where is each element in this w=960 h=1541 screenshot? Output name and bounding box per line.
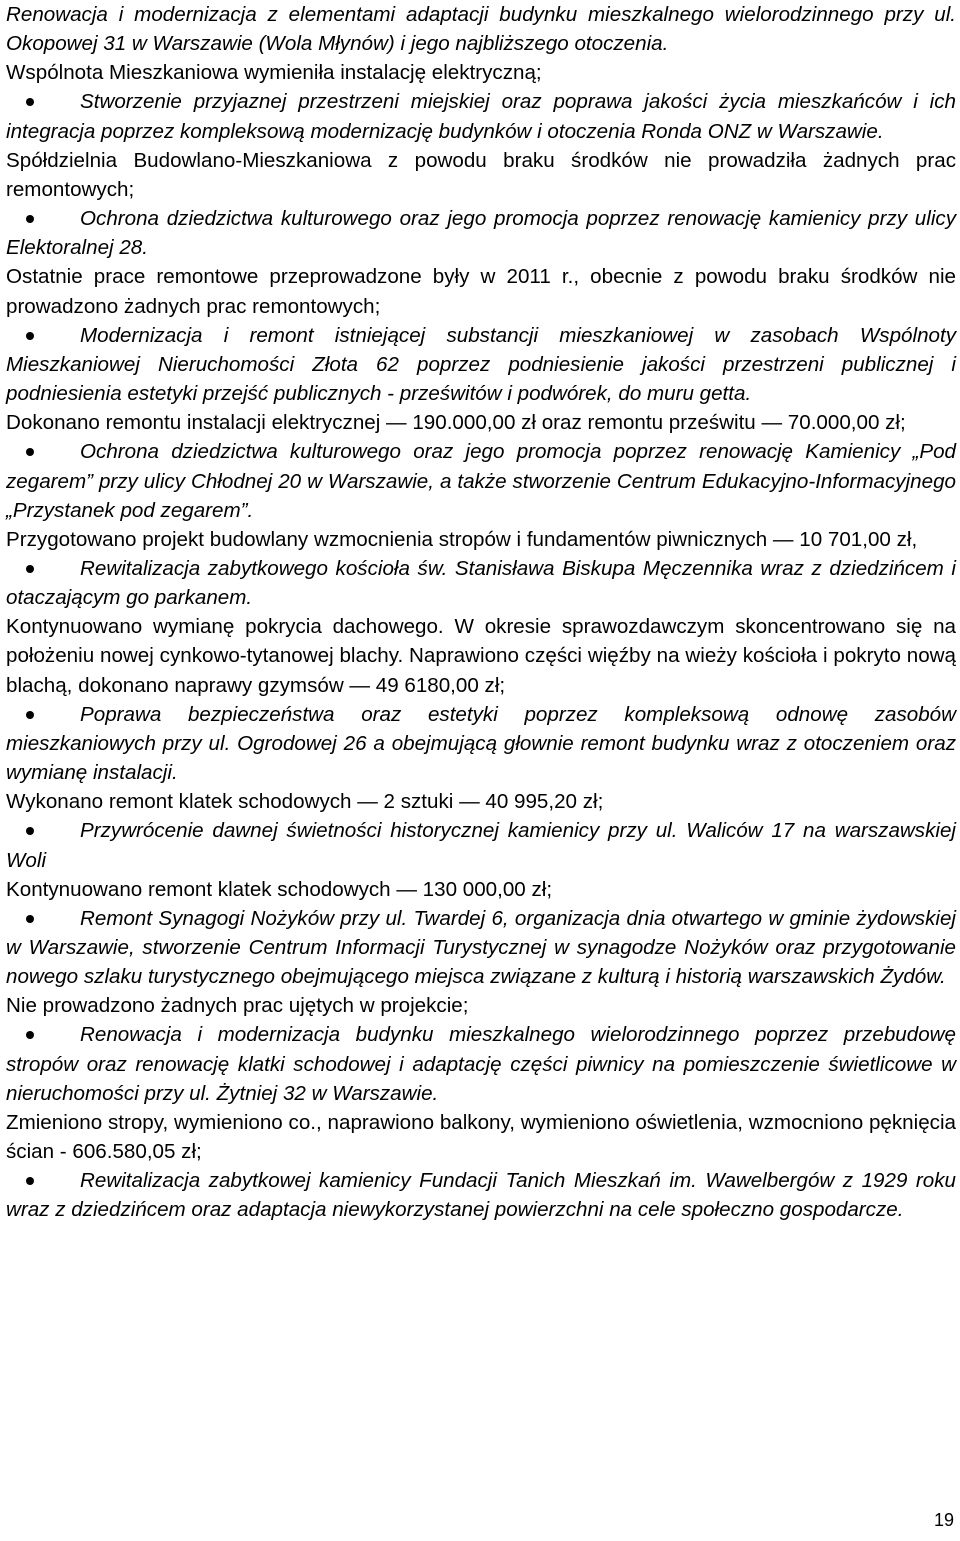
project-item [6,1020,956,1107]
project-item [6,904,956,991]
project-description: Ochrona dziedzictwa kulturowego oraz jego promocja poprzez renowację Kamienicy „Pod zegarem” przy ulicy Chłodnej 20 w Warszawie, a także stworzenie Centrum Edukacyjno-Informacyjnego „Przystanek pod zegarem”. [6,440,956,522]
project-description: Remont Synagogi Nożyków przy ul. Twardej 6, organizacja dnia otwartego w gminie żydowskiej w Warszawie, stworzenie Centrum Informacji Turystycznej w synagodze Nożyków oraz przygotowanie nowego szlaku turystycznego obejmującego miejsca związane z kulturą i historią warszawskich Żydów. [6,906,956,989]
bullet-icon [26,332,34,340]
project-result: Kontynuowano wymianę pokrycia dachowego. W okresie sprawozdawczym skoncentrowano się na położeniu nowej cynkowo-tytanowej blachy. Naprawiono części więźby na wieży kościoła i pokryto nową blachą, dokonano naprawy gzymsów — 49 6180,00 zł; [6,615,956,697]
project-result: Przygotowano projekt budowlany wzmocnienia stropów i fundamentów piwnicznych — 10 701,00 zł, [6,527,918,551]
project-item [6,0,956,58]
project-item [6,816,956,874]
bullet-icon [26,1177,34,1185]
project-description: Stworzenie przyjaznej przestrzeni miejskiej oraz poprawa jakości życia mieszkańców i ich integracja poprzez kompleksową modernizację budynków i otoczenia Ronda ONZ w Warszawie. [6,90,956,143]
bullet-icon [26,448,34,456]
project-description: Renowacja i modernizacja z elementami adaptacji budynku mieszkalnego wielorodzinnego przy ul. Okopowej 31 w Warszawie (Wola Młynów) i jego najbliższego otoczenia. [6,3,956,56]
project-item [6,700,956,787]
project-item [6,437,956,524]
project-item [6,554,956,612]
bullet-icon [26,915,34,923]
bullet-icon [26,215,34,223]
project-description: Renowacja i modernizacja budynku mieszkalnego wielorodzinnego poprzez przebudowę stropów oraz renowację klatki schodowej i adaptację części piwnicy na pomieszczenie świetlicowe w nieruchomości przy ul. Żytniej 32 w Warszawie. [6,1023,956,1105]
project-description: Poprawa bezpieczeństwa oraz estetyki poprzez kompleksową odnowę zasobów mieszkaniowych przy ul. Ogrodowej 26 a obejmującą głownie remont budynku wraz z otoczeniem oraz wymianę instalacji. [6,702,956,785]
project-result: Wykonano remont klatek schodowych — 2 sztuki — 40 995,20 zł; [6,790,604,814]
project-description: Modernizacja i remont istniejącej substancji mieszkaniowej w zasobach Wspólnoty Mieszkaniowej Nieruchomości Złota 62 poprzez podniesienie jakości przestrzeni publicznej i podniesienia estetyki przejść publicznych - prześwitów i podwórek, do muru getta. [6,323,956,406]
project-description: Rewitalizacja zabytkowego kościoła św. Stanisława Biskupa Męczennika wraz z dziedzińcem i otaczającym go parkanem. [6,556,956,610]
project-result: Zmieniono stropy, wymieniono co., naprawiono balkony, wymieniono oświetlenia, wzmocniono pęknięcia ścian - 606.580,05 zł; [6,1110,956,1164]
project-item [6,321,956,408]
project-description: Ochrona dziedzictwa kulturowego oraz jego promocja poprzez renowację kamienicy przy ulicy Elektoralnej 28. [6,207,956,260]
page-number: 19 [933,1510,954,1530]
project-result: Spółdzielnia Budowlano-Mieszkaniowa z powodu braku środków nie prowadziła żadnych prac remontowych; [6,148,956,201]
bullet-icon [26,827,34,835]
project-result: Ostatnie prace remontowe przeprowadzone były w 2011 r., obecnie z powodu braku środków nie prowadzono żadnych prac remontowych; [6,265,956,318]
project-result: Wspólnota Mieszkaniowa wymieniła instalację elektryczną; [6,61,542,85]
bullet-icon [26,565,34,573]
project-result: Kontynuowano remont klatek schodowych — 130 000,00 zł; [6,877,553,901]
project-description: Przywrócenie dawnej świetności historycznej kamienicy przy ul. Waliców 17 na warszawskiej Woli [6,819,956,872]
document-page [6,0,956,1225]
bullet-icon [26,711,34,719]
project-result: Dokonano remontu instalacji elektrycznej — 190.000,00 zł oraz remontu prześwitu — 70.000,00 zł; [6,411,906,435]
project-item [6,87,956,145]
project-result: Nie prowadzono żadnych prac ujętych w projekcie; [6,994,469,1018]
bullet-icon [26,98,34,106]
project-item [6,1166,956,1224]
project-description: Rewitalizacja zabytkowej kamienicy Fundacji Tanich Mieszkań im. Wawelbergów z 1929 roku wraz z dziedzińcem oraz adaptacja niewykorzystanej powierzchni na cele społeczno gospodarcze. [6,1169,956,1222]
project-item [6,204,956,262]
bullet-icon [26,1031,34,1039]
